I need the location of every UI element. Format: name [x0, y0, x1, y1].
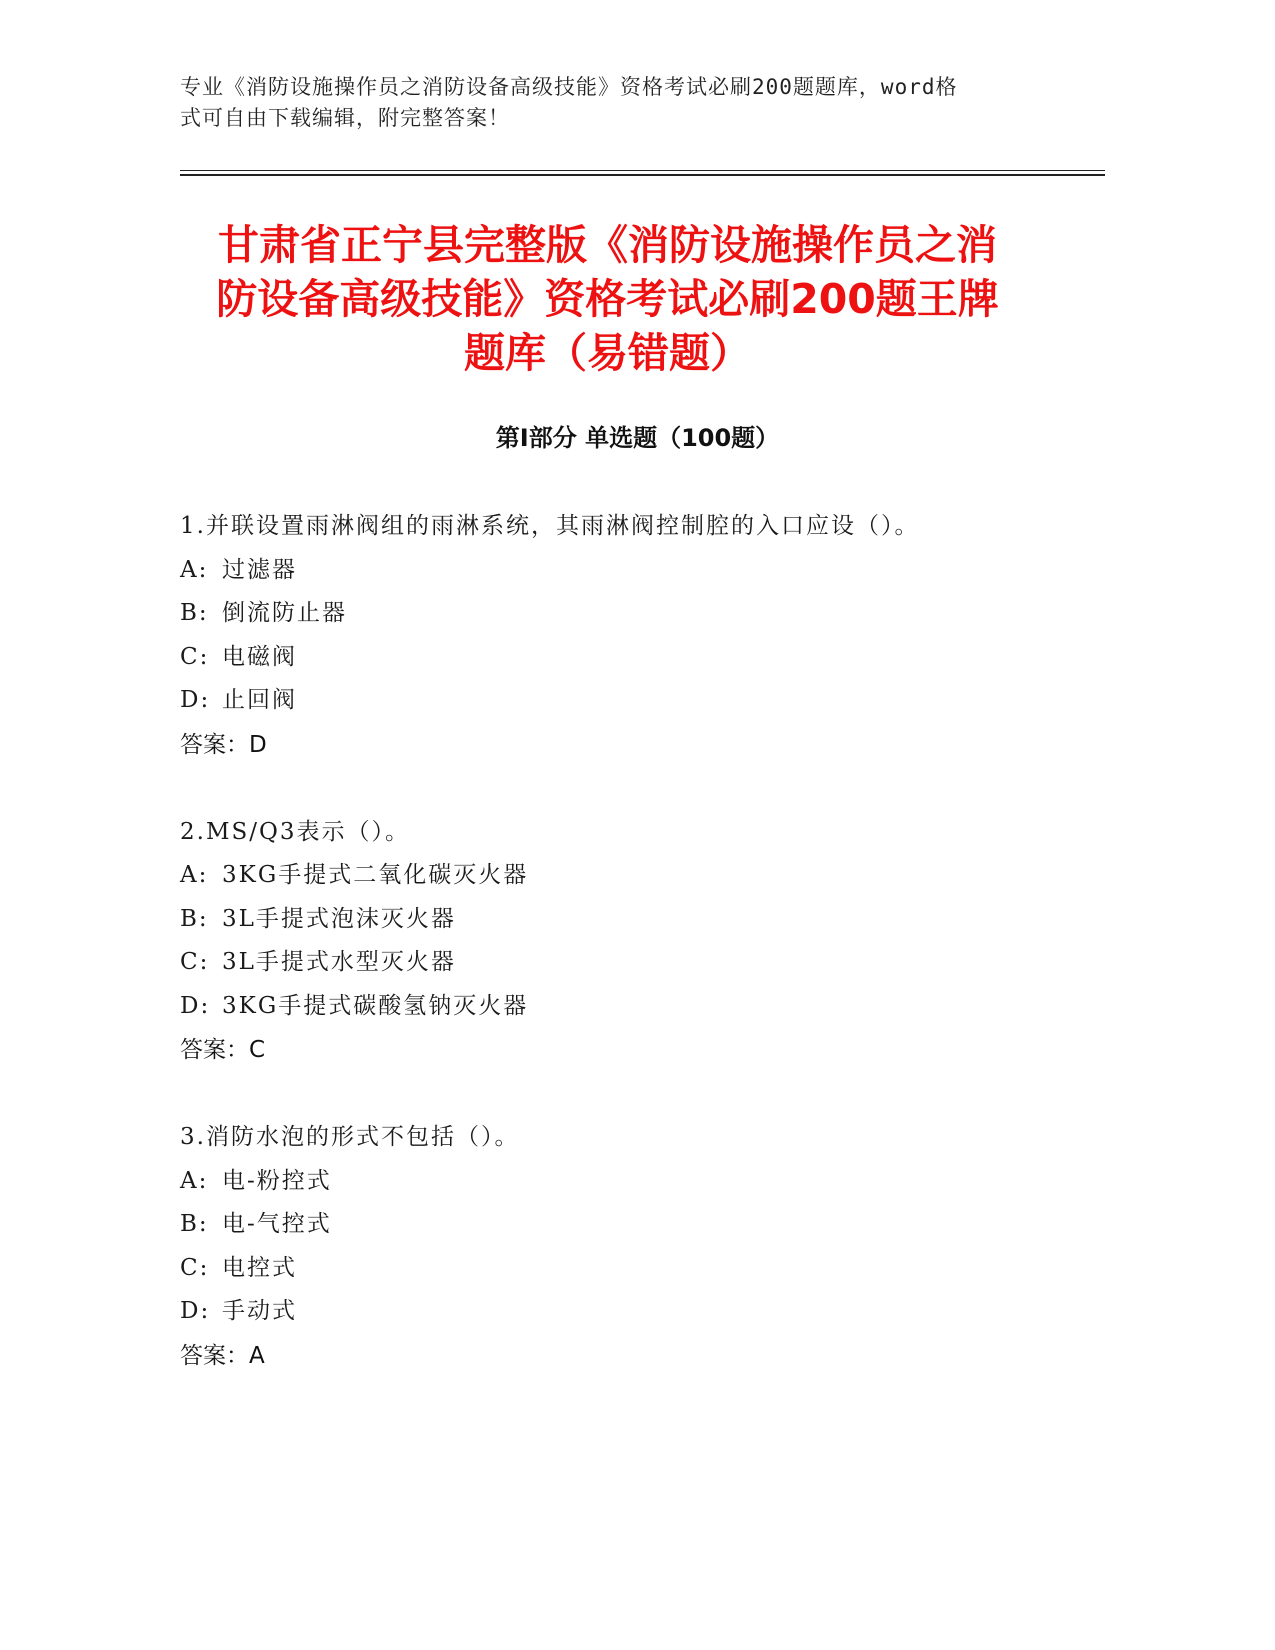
- option-c: [180, 941, 1100, 985]
- section-title: 第Ⅰ部分 单选题（100题）: [495, 424, 780, 452]
- question-stem: 3.消防水泡的形式不包括（）。: [180, 1124, 520, 1150]
- option-d: [180, 679, 1100, 723]
- option-label: A:: [180, 556, 209, 583]
- answer: 答案：A: [180, 1342, 265, 1369]
- option-c: [180, 1247, 1100, 1291]
- option-text: 3KG手提式碳酸氢钠灭火器: [222, 992, 529, 1019]
- option-text: 3L手提式泡沫灭火器: [222, 905, 456, 932]
- option-text: 3KG手提式二氧化碳灭火器: [222, 862, 529, 888]
- option-d: [180, 985, 1100, 1029]
- option-text: 电控式: [222, 1254, 297, 1281]
- question-stem: 2.MS/Q3表示（）。: [180, 818, 410, 845]
- header-divider-thick: [180, 174, 1105, 176]
- option-label: B:: [180, 600, 209, 626]
- answer: 答案：C: [180, 1037, 266, 1063]
- option-b: [180, 1203, 1100, 1247]
- option-label: D:: [180, 1298, 211, 1324]
- document-title: [150, 218, 1065, 380]
- option-d: [180, 1290, 1100, 1334]
- document-title-line-3: 题库（易错题）: [464, 329, 751, 377]
- option-text: 3L手提式水型灭火器: [222, 949, 456, 975]
- option-text: 电-粉控式: [222, 1167, 332, 1194]
- option-a: [180, 1160, 1100, 1204]
- option-label: B:: [180, 1211, 209, 1237]
- header-note: [180, 72, 1040, 134]
- option-label: D:: [180, 687, 211, 713]
- option-c: [180, 636, 1100, 680]
- option-a: [180, 854, 1100, 898]
- question-3: [180, 1116, 1100, 1378]
- answer: 答案：D: [180, 731, 267, 758]
- option-text: 电-气控式: [222, 1211, 332, 1237]
- option-label: C:: [180, 643, 210, 670]
- question-list: [180, 505, 1100, 1422]
- option-text: 过滤器: [222, 556, 297, 583]
- option-text: 电磁阀: [222, 643, 297, 670]
- document-title-line-1: 甘肃省正宁县完整版《消防设施操作员之消: [218, 221, 997, 269]
- option-label: C:: [180, 1254, 210, 1281]
- option-text: 倒流防止器: [222, 600, 347, 626]
- option-b: [180, 592, 1100, 636]
- option-b: [180, 898, 1100, 942]
- question-2: [180, 811, 1100, 1073]
- option-label: A:: [180, 1167, 209, 1194]
- option-a: [180, 549, 1100, 593]
- option-label: C:: [180, 949, 210, 975]
- document-title-line-2: 防设备高级技能》资格考试必刷200题王牌: [216, 275, 999, 323]
- option-label: A:: [180, 862, 209, 888]
- question-1: [180, 505, 1100, 767]
- header-note-line-2: 式可自由下载编辑，附完整答案！: [180, 106, 510, 130]
- option-text: 止回阀: [222, 687, 297, 713]
- header-divider-thin: [180, 170, 1105, 171]
- header-note-line-1: 专业《消防设施操作员之消防设备高级技能》资格考试必刷200题题库，word格: [180, 75, 958, 99]
- option-text: 手动式: [222, 1298, 297, 1324]
- option-label: D:: [180, 992, 211, 1019]
- option-label: B:: [180, 905, 209, 932]
- question-stem: 1.并联设置雨淋阀组的雨淋系统，其雨淋阀控制腔的入口应设（）。: [180, 513, 920, 539]
